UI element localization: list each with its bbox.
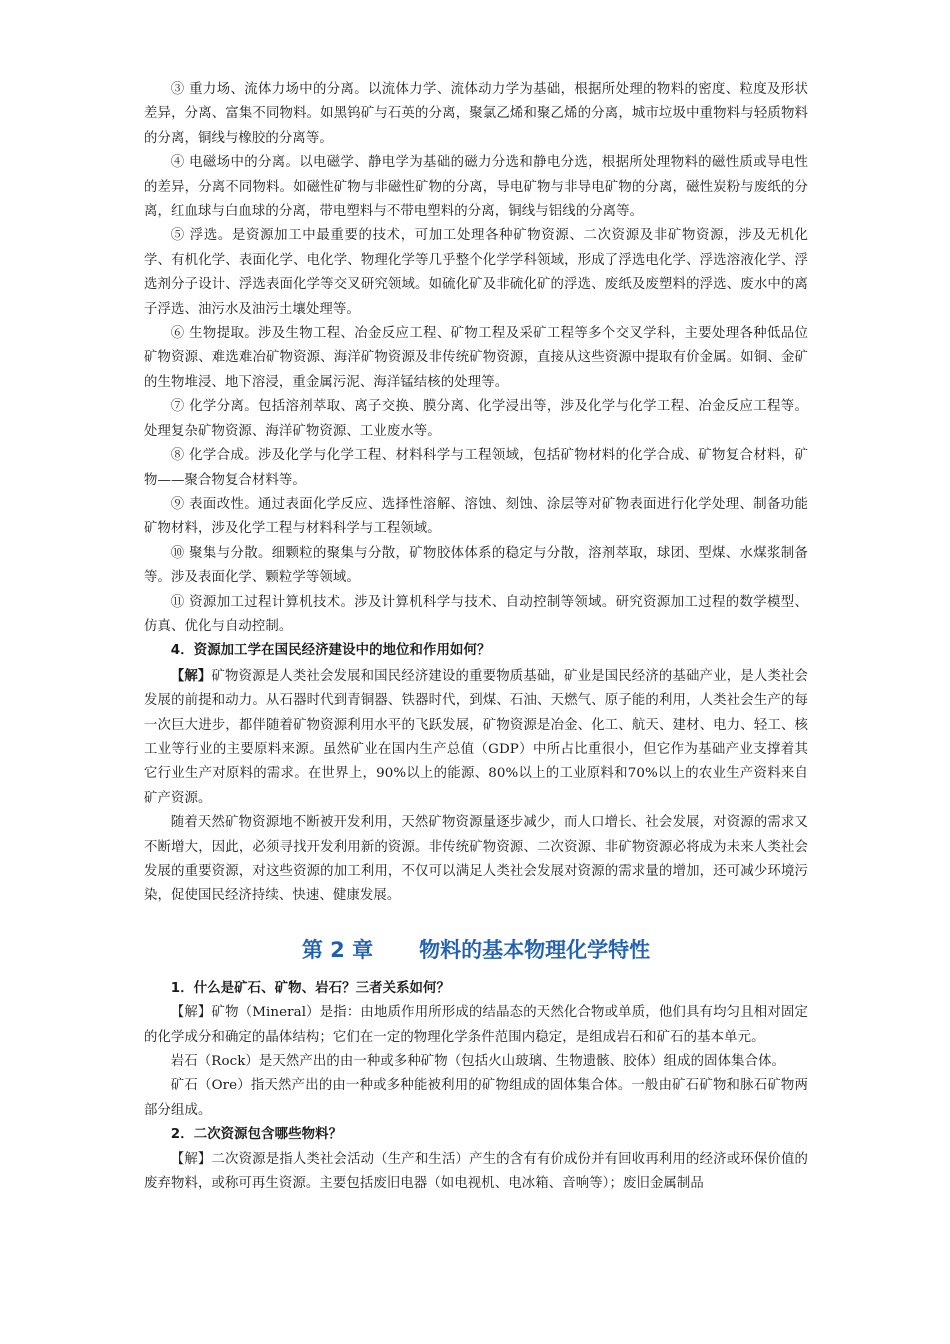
answer-label: 【解】 (170, 1005, 212, 1021)
paragraph-chemical-synthesis: ⑧ 化学合成。涉及化学与化学工程、材料科学与工程领域，包括矿物材料的化学合成、矿物复合材料，矿物——聚合物复合材料等。 (144, 448, 808, 488)
paragraph-aggregation-dispersion: ⑩ 聚集与分散。细颗粒的聚集与分散，矿物胶体体系的稳定与分散，溶剂萃取，球团、型煤、水煤浆制备等。涉及表面化学、颗粒学等领域。 (144, 545, 808, 586)
answer-label: 【解】 (170, 667, 212, 684)
chapter-title: 物料的基本物理化学特性 (419, 937, 651, 962)
chapter2-question-2-answer-1 (144, 1148, 808, 1197)
chapter2-question-1-title: 1．什么是矿石、矿物、岩石？三者关系如何？ (170, 980, 451, 996)
answer-text: 矿物（Mineral）是指：由地质作用所形成的结晶态的天然化合物或单质，他们具有均匀且相对固定的化学成分和确定的晶体结构；它们在一定的物理化学条件范围内稳定，是组成岩石和矿石的基本单元。 (144, 1005, 808, 1045)
chapter2-question-2-title: 2．二次资源包含哪些物料？ (170, 1127, 343, 1143)
paragraph-gravity-separation: ③ 重力场、流体力场中的分离。以流体力学、流体动力学为基础，根据所处理的物料的密度、粒度及形状差异，分离、富集不同物料。如黑钨矿与石英的分离，聚氯乙烯和聚乙烯的分离，城市垃圾中重物料与轻质物料的分离，铜线与橡胶的分离等。 (144, 82, 808, 146)
paragraph-bio-extraction: ⑥ 生物提取。涉及生物工程、冶金反应工程、矿物工程及采矿工程等多个交叉学科，主要处理各种低品位矿物资源、难选难冶矿物资源、海洋矿物资源及非传统矿物资源，直接从这些资源中提取有价金属。如铜、金矿的生物堆浸、地下溶浸，重金属污泥、海洋锰结核的处理等。 (144, 326, 808, 390)
chapter2-question-1-answer-2: 岩石（Rock）是天然产出的由一种或多种矿物（包括火山玻璃、生物遗骸、胶体）组成的固体集合体。 (170, 1054, 786, 1070)
chapter-number: 第 2 章 (301, 937, 374, 962)
question-4-answer-1 (144, 664, 808, 811)
paragraph-electromagnetic-separation: ④ 电磁场中的分离。以电磁学、静电学为基础的磁力分选和静电分选，根据所处理物料的磁性质或导电性的差异，分离不同物料。如磁性矿物与非磁性矿物的分离，导电矿物与非导电矿物的分离，磁性炭粉与废纸的分离，红血球与白血球的分离，带电塑料与不带电塑料的分离，铜线与铝线的分离等。 (144, 155, 808, 220)
chapter2-question-1-answer-3: 矿石（Ore）指天然产出的由一种或多种能被利用的矿物组成的固体集合体。一般由矿石矿物和脉石矿物两部分组成。 (144, 1078, 808, 1118)
document-body (144, 78, 808, 1196)
paragraph-surface-modification: ⑨ 表面改性。通过表面化学反应、选择性溶解、溶蚀、刻蚀、涂层等对矿物表面进行化学处理、制备功能矿物材料，涉及化学工程与材料科学与工程领域。 (144, 496, 808, 537)
chapter2-question-1-answer-1 (144, 1001, 808, 1050)
paragraph-chemical-separation: ⑦ 化学分离。包括溶剂萃取、离子交换、膜分离、化学浸出等，涉及化学与化学工程、冶金反应工程等。处理复杂矿物资源、海洋矿物资源、工业废水等。 (144, 399, 808, 439)
answer-text: 二次资源是指人类社会活动（生产和生活）产生的含有有价成份并有回收再利用的经济或环保价值的废弃物料，或称可再生资源。主要包括废旧电器（如电视机、电冰箱、音响等）；废旧金属制品 (144, 1151, 808, 1192)
question-4-answer-2: 随着天然矿物资源地不断被开发利用，天然矿物资源量逐步减少，而人口增长、社会发展，对资源的需求又不断增大，因此，必须寻找开发利用新的资源。非传统矿物资源、二次资源、非矿物资源必将成为未来人类社会发展的重要资源，对这些资源的加工利用，不仅可以满足人类社会发展对资源的需求量的增加，还可减少环境污染，促使国民经济持续、快速、健康发展。 (144, 815, 808, 904)
question-4-title: 4．资源加工学在国民经济建设中的地位和作用如何？ (170, 643, 491, 659)
paragraph-flotation: ⑤ 浮选。是资源加工中最重要的技术，可加工处理各种矿物资源、二次资源及非矿物资源，涉及无机化学、有机化学、表面化学、电化学、物理化学等几乎整个化学学科领域，形成了浮选电化学、浮选溶液化学、浮选剂分子设计、浮选表面化学等交叉研究领域。如硫化矿及非硫化矿的浮选、废纸及废塑料的浮选、废水中的离子浮选、油污水及油污土壤处理等。 (144, 228, 808, 317)
answer-text: 矿物资源是人类社会发展和国民经济建设的重要物质基础，矿业是国民经济的基础产业，是人类社会发展的前提和动力。从石器时代到青铜器、铁器时代，到煤、石油、天燃气、原子能的利用，人类社会生产的每一次巨大进步，都伴随着矿物资源利用水平的飞跃发展，矿物资源是冶金、化工、航天、建材、电力、轻工、核工业等行业的主要原料来源。虽然矿业在国内生产总值（GDP）中所占比重很小，但它作为基础产业支撑着其它行业生产对原料的需求。在世界上，90%以上的能源、80%以上的工业原料和70%以上的农业生产资料来自矿产资源。 (144, 668, 808, 806)
paragraph-computer-technology: ⑪ 资源加工过程计算机技术。涉及计算机科学与技术、自动控制等领域。研究资源加工过程的数学模型、仿真、优化与自动控制。 (144, 594, 808, 634)
answer-label: 【解】 (170, 1151, 212, 1167)
chapter-heading (144, 933, 808, 967)
